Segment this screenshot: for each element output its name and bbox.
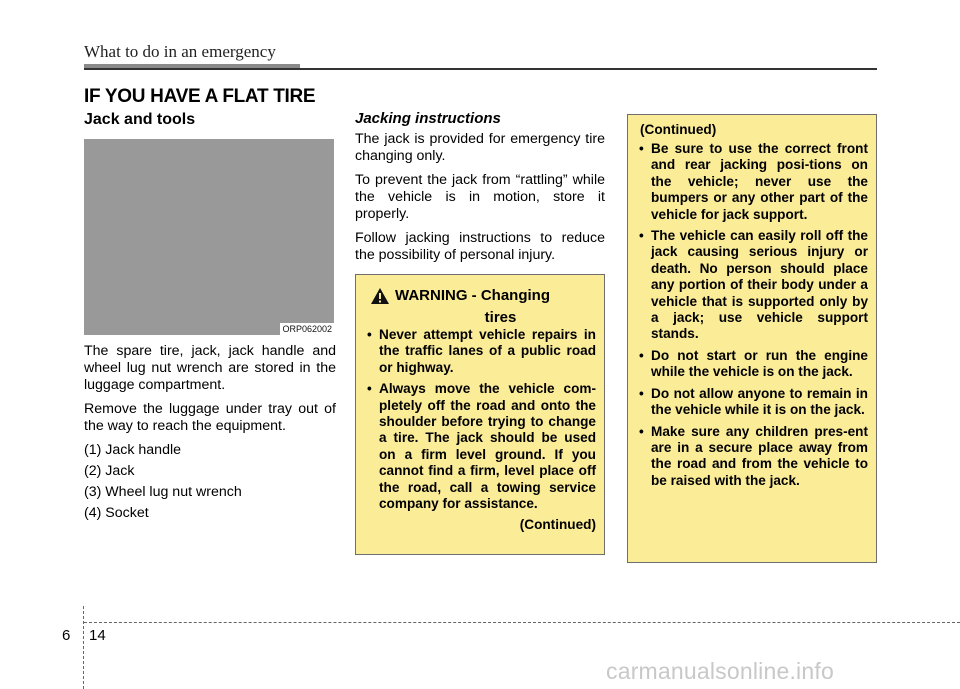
warning-label-line2: tires [484, 309, 517, 326]
paragraph: To prevent the jack from “rattling” while the vehicle is in motion, store it properly. [355, 172, 605, 222]
warning-bullet: • Always move the vehicle com-pletely off the road and onto the shoulder before trying to change a tire. The jack should be used on a firm level ground. If you cannot find a firm, level place off the road, call a towing service company for assistance. [367, 381, 596, 512]
paragraph: The jack is provided for emergency tire changing only. [355, 131, 605, 164]
section-title: IF YOU HAVE A FLAT TIRE [84, 86, 316, 107]
warning-triangle-icon [370, 287, 390, 309]
continued-warning-box [627, 114, 877, 563]
jacking-instructions-heading: Jacking instructions [355, 110, 501, 127]
warning-continued: (Continued) [519, 517, 596, 533]
tool-item-socket: (4) Socket [84, 505, 149, 521]
warning-bullets [366, 327, 596, 534]
warning-bullet: • Never attempt vehicle repairs in the traffic lanes of a public road or highway. [367, 327, 596, 375]
watermark: carmanualsonline.info [606, 658, 834, 684]
middle-column-text [355, 131, 605, 271]
continued-bullet: • Do not allow anyone to remain in the vehicle while it is on the jack. [639, 385, 868, 418]
figure-code: ORP062002 [282, 324, 332, 334]
paragraph: Follow jacking instructions to reduce the possibility of personal injury. [355, 230, 605, 263]
header-rule [84, 68, 877, 70]
continued-bullet: • Do not start or run the engine while the vehicle is on the jack. [639, 347, 868, 380]
continued-bullets [638, 141, 868, 494]
jack-and-tools-heading: Jack and tools [84, 111, 196, 128]
continued-bullet: • Make sure any children pres-ent are in a secure place away from the road and from the vehicle to be raised with the jack. [639, 423, 868, 488]
continued-bullet: • The vehicle can easily roll off the jack causing serious injury or death. No person should place any portion of their body under a vehicle that is supported only by a jack; use vehicle support stands. [639, 228, 868, 342]
warning-box [355, 274, 605, 555]
header-title: What to do in an emergency [84, 42, 276, 61]
paragraph: The spare tire, jack, jack handle and wheel lug nut wrench are stored in the luggage compartment. [84, 343, 336, 393]
paragraph: Remove the luggage under tray out of the way to reach the equipment. [84, 401, 336, 434]
jack-and-tools-figure [84, 139, 334, 335]
tool-item-jack-handle: (1) Jack handle [84, 442, 181, 458]
footer-rule [84, 622, 960, 623]
footer-divider [83, 606, 84, 689]
warning-label: WARNING - Changing [395, 287, 550, 304]
continued-bullet: • Be sure to use the correct front and rear jacking posi-tions on the vehicle; never use the bumpers or any other part of the vehicle for jack support. [639, 141, 868, 222]
continued-label: (Continued) [640, 122, 717, 137]
tool-item-lug-wrench: (3) Wheel lug nut wrench [84, 484, 242, 500]
page-number: 14 [89, 627, 106, 644]
tool-item-jack: (2) Jack [84, 463, 135, 479]
left-column-text [84, 343, 336, 526]
chapter-number: 6 [62, 627, 71, 644]
warning-heading [370, 287, 595, 326]
